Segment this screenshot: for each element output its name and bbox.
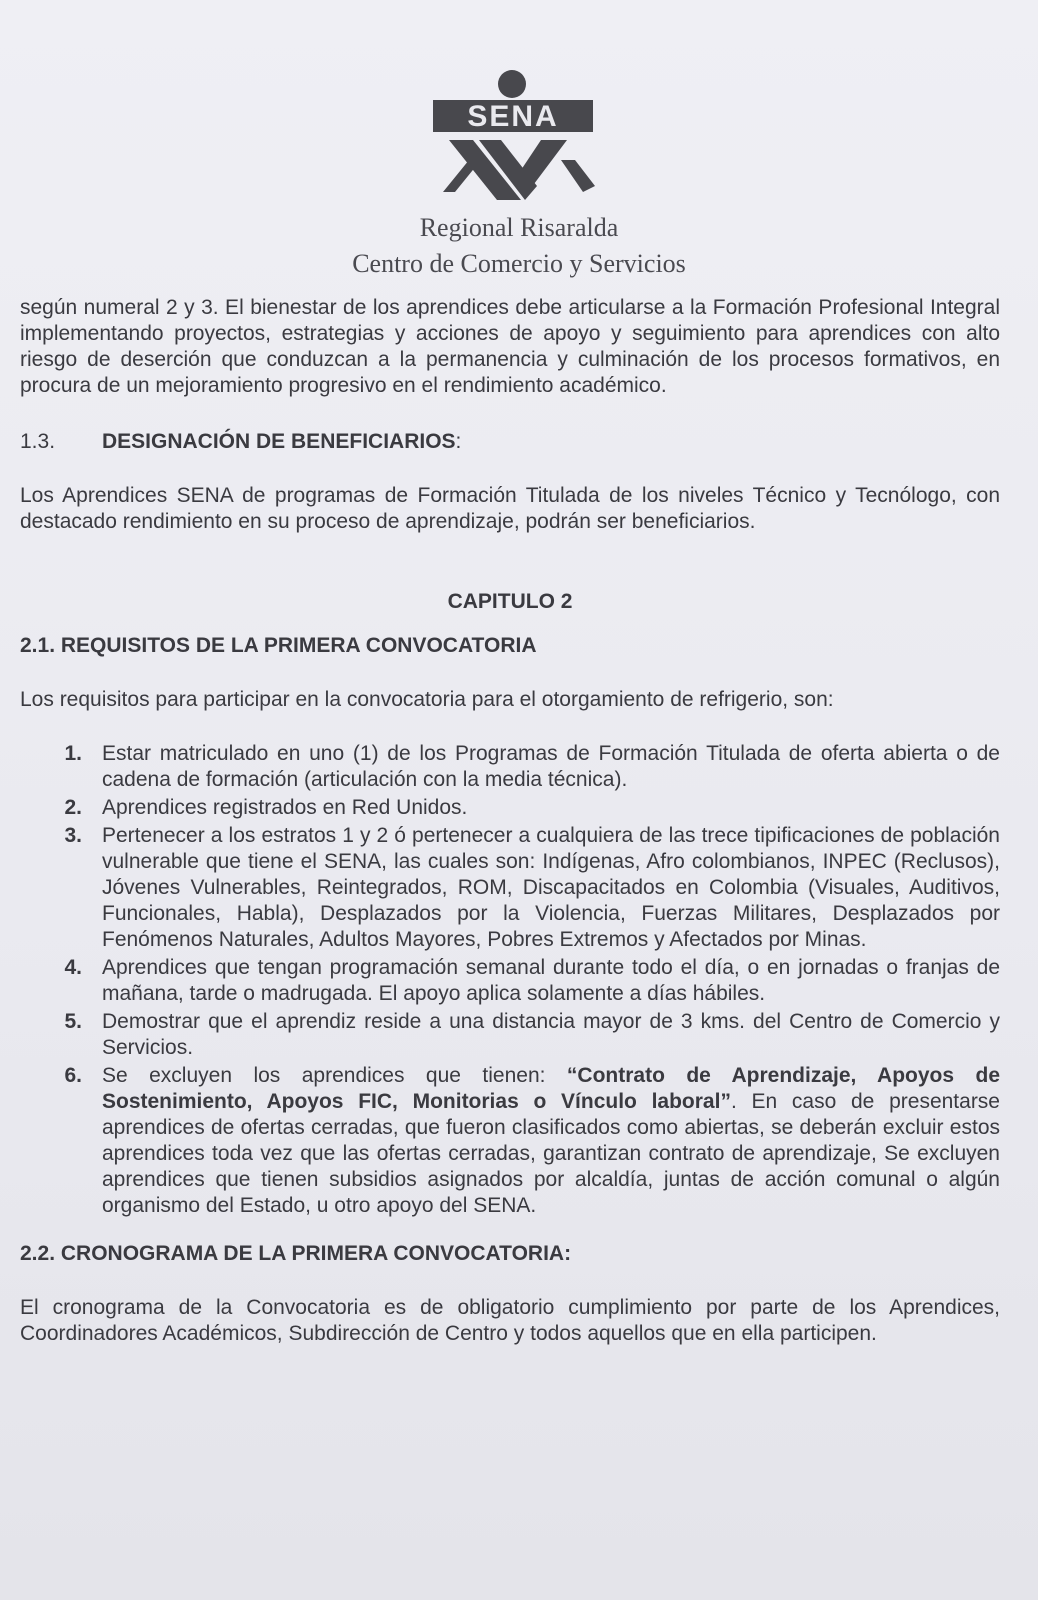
center-name: Centro de Comercio y Servicios bbox=[352, 249, 686, 278]
list-item-text: Aprendices que tengan programación semanal durante todo el día, o en jornadas o franjas de mañana, tarde o madrugada. El apoyo aplica solamente a días hábiles. bbox=[102, 956, 1000, 1005]
list-item-text bbox=[102, 1063, 1000, 1219]
list-item bbox=[20, 955, 1000, 1007]
list-item-number: 4. bbox=[64, 956, 82, 979]
chapter-title: CAPITULO 2 bbox=[447, 590, 573, 613]
section-number: 1.3. bbox=[20, 430, 56, 453]
section-2-2-heading: 2.2. CRONOGRAMA DE LA PRIMERA CONVOCATORIA: bbox=[20, 1242, 572, 1265]
section-2-1-heading: 2.1. REQUISITOS DE LA PRIMERA CONVOCATORIA bbox=[20, 634, 537, 657]
list-item-number: 5. bbox=[64, 1010, 82, 1033]
letterhead bbox=[0, 60, 1038, 282]
logo-wordmark: SENA bbox=[467, 100, 559, 133]
list-item-text: Demostrar que el aprendiz reside a una distancia mayor de 3 kms. del Centro de Comercio y Servicios. bbox=[102, 1010, 1000, 1059]
list-item-text: Estar matriculado en uno (1) de los Programas de Formación Titulada de oferta abierta o de cadena de formación (articulación con la media técnica). bbox=[102, 742, 1000, 791]
regional-name: Regional Risaralda bbox=[419, 213, 619, 242]
sena-logo-icon bbox=[429, 60, 609, 210]
section-title-colon: : bbox=[455, 430, 462, 453]
list-item-number: 6. bbox=[64, 1064, 82, 1087]
section-title: DESIGNACIÓN DE BENEFICIARIOS bbox=[102, 430, 456, 453]
list-item-text-pre: Se excluyen los aprendices que tienen: bbox=[102, 1064, 567, 1087]
intro-paragraph: según numeral 2 y 3. El bienestar de los aprendices debe articularse a la Formación Profesional Integral implementando proyectos, estrategias y acciones de apoyo y seguimiento para aprendices con alto riesgo de deserción que conduzcan a la permanencia y culminación de los procesos formativos, en procura de un mejoramiento progresivo en el rendimiento académico. bbox=[20, 296, 1000, 397]
requirements-list bbox=[20, 741, 1000, 1219]
section-1-3-heading bbox=[20, 429, 1000, 455]
list-item bbox=[20, 795, 1000, 821]
list-item-text: Pertenecer a los estratos 1 y 2 ó pertenecer a cualquiera de las trece tipificaciones de población vulnerable que tiene el SENA, las cuales son: Indígenas, Afro colombianos, INPEC (Reclusos), Jóvenes Vulnerables, Reintegrados, ROM, Discapacitados en Colombia (Visuales, Auditivos, Funcionales, Habla), Desplazados por la Violencia, Fuerzas Militares, Desplazados por Fenómenos Naturales, Adultos Mayores, Pobres Extremos y Afectados por Minas. bbox=[102, 824, 1000, 951]
list-item-number: 2. bbox=[64, 796, 82, 819]
list-item bbox=[20, 1009, 1000, 1061]
list-item-number: 3. bbox=[64, 824, 82, 847]
list-item-text-post: . En caso de presentarse aprendices de ofertas cerradas, que fueron clasificados como abiertas, se deberán excluir estos aprendices toda vez que las ofertas cerradas, garantizan contrato de aprendizaje, Se excluyen aprendices que tienen subsidios asignados por alcaldía, juntas de acción comunal o algún organismo del Estado, u otro apoyo del SENA. bbox=[102, 1090, 1000, 1217]
document-body bbox=[20, 295, 1000, 1347]
list-item-text: Aprendices registrados en Red Unidos. bbox=[102, 796, 468, 819]
list-item bbox=[20, 1063, 1000, 1219]
requirements-intro: Los requisitos para participar en la convocatoria para el otorgamiento de refrigerio, son: bbox=[20, 688, 834, 711]
list-item bbox=[20, 823, 1000, 953]
list-item-text-bold: “Contrato de Aprendizaje, Apoyos de Sostenimiento, Apoyos FIC, Monitorias o Vínculo laboral” bbox=[102, 1064, 1000, 1113]
beneficiaries-paragraph: Los Aprendices SENA de programas de Formación Titulada de los niveles Técnico y Tecnólogo, con destacado rendimiento en su proceso de aprendizaje, podrán ser beneficiarios. bbox=[20, 484, 1000, 533]
schedule-paragraph: El cronograma de la Convocatoria es de obligatorio cumplimiento por parte de los Aprendices, Coordinadores Académicos, Subdirección de Centro y todos aquellos que en ella participen. bbox=[20, 1296, 1000, 1345]
list-item bbox=[20, 741, 1000, 793]
list-item-number: 1. bbox=[64, 742, 82, 765]
